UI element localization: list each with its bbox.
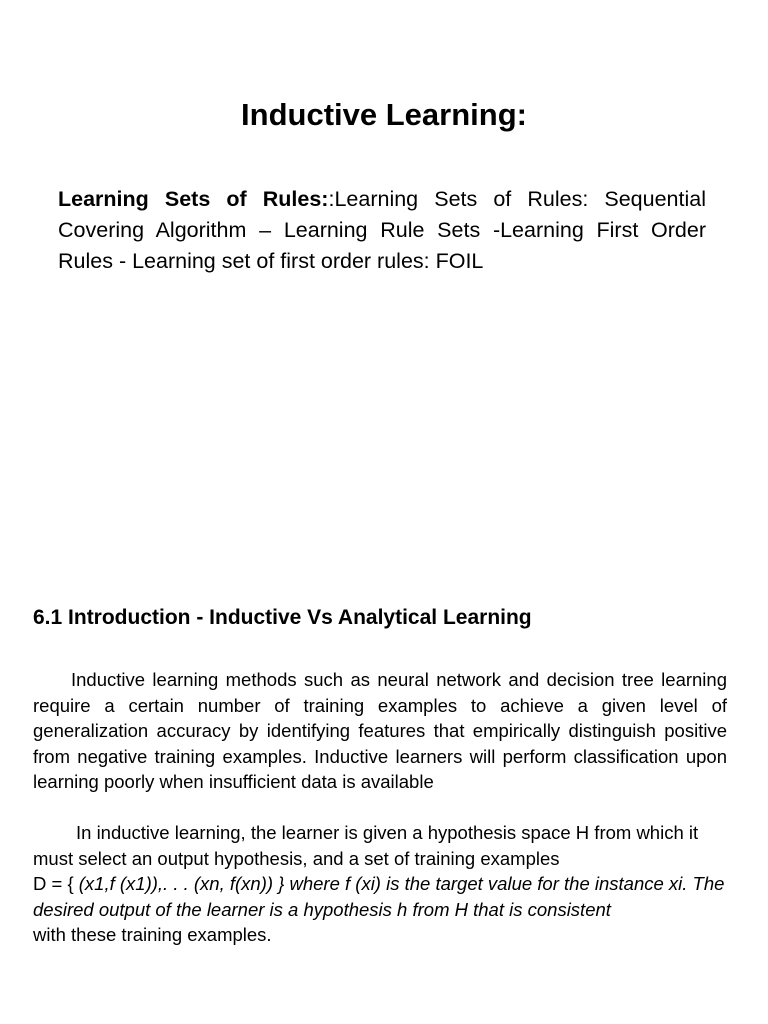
intro-paragraph-1: Inductive learning methods such as neural network and decision tree learning require a certain number of training examples to achieve a given level of generalization accuracy by identifying features that empirically distinguish positive from negative training examples. Inductive learners will perform classification upon learning poorly when insufficient data is available: [33, 669, 727, 792]
paragraph2-line3: with these training examples.: [33, 924, 272, 945]
page-title: Inductive Learning:: [241, 97, 527, 132]
intro-paragraph-2: [33, 820, 727, 948]
topics-paragraph: [58, 184, 706, 277]
paragraph2-italic-text: (x1,f (x1)),. . . (xn, f(xn)) } where f (xi) is the target value for the instance xi. The desired output of the learner is a hypothesis h from H that is consistent: [33, 873, 725, 920]
paragraph2-line2: [33, 871, 727, 922]
paragraph2-set-prefix: D = {: [33, 873, 79, 894]
topics-text: :Learning Sets of Rules: Sequential Covering Algorithm – Learning Rule Sets -Learning First Order Rules - Learning set of first order rules: FOIL: [58, 187, 706, 273]
section-heading: 6.1 Introduction - Inductive Vs Analytical Learning: [33, 606, 532, 629]
paragraph2-line1: In inductive learning, the learner is given a hypothesis space H from which it must select an output hypothesis, and a set of training examples: [33, 822, 699, 869]
topics-label: Learning Sets of Rules:: [58, 187, 329, 211]
